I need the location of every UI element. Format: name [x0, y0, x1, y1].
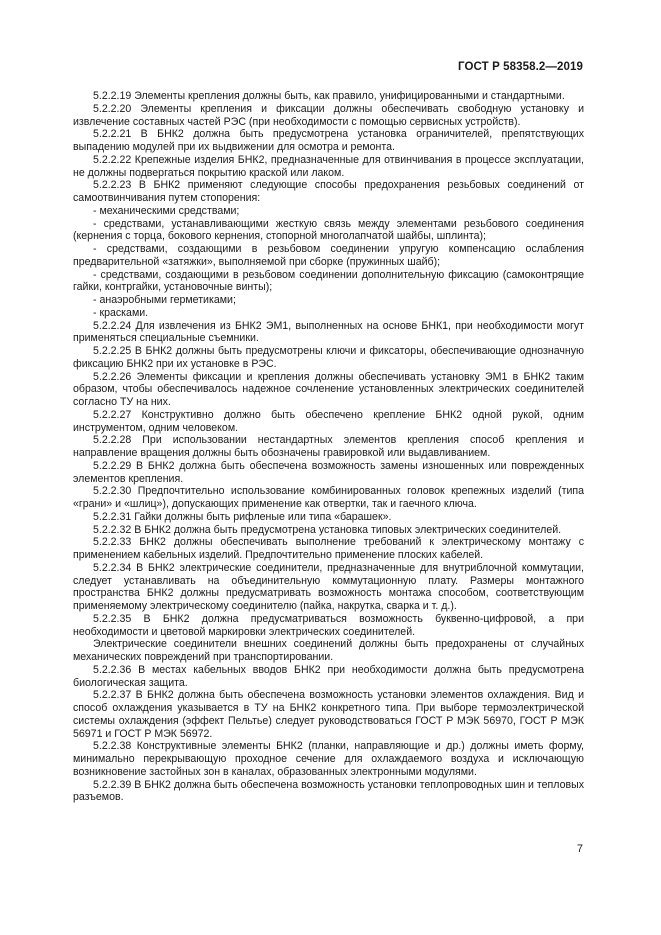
list-item: - средствами, создающими в резьбовом соединении дополнительную фиксацию (самоконтрящие гайки, контргайки, установочные винты);	[73, 268, 584, 294]
clause-5-2-2-19: 5.2.2.19 Элементы крепления должны быть, как правило, унифицированными и стандартными.	[93, 90, 565, 102]
clause-5-2-2-28: 5.2.2.28 При использовании нестандартных элементов крепления способ крепления и направление вращения должны быть обозначены гравировкой или выдавливанием.	[73, 434, 584, 459]
document-code: ГОСТ Р 58358.2—2019	[458, 61, 583, 73]
list-item: - механическими средствами;	[93, 204, 240, 217]
clause-5-2-2-36: 5.2.2.36 В местах кабельных вводов БНК2 при необходимости должна быть предусмотрена биологическая защита.	[73, 663, 584, 689]
clause-5-2-2-33: 5.2.2.33 БНК2 должны обеспечивать выполнение требований к электрическому монтажу с применением кабельных изделий. Предпочтительно применение плоских кабелей.	[73, 536, 584, 561]
clause-5-2-2-39: 5.2.2.39 В БНК2 должна быть обеспечена возможность установки теплопроводных шин и тепловых разъемов.	[73, 778, 584, 804]
clause-5-2-2-26: 5.2.2.26 Элементы фиксации и крепления должны обеспечивать установку ЭМ1 в БНК2 таким образом, чтобы обеспечивалось надежное сочленение установленных электрических соединителей согласно ТУ на них.	[73, 370, 584, 408]
list-item: - средствами, создающими в резьбовом соединении упругую компенсацию ослабления предварительной «затяжки», выполняемой при сборке (пружинных шайб);	[73, 243, 584, 268]
list-item: - красками.	[93, 306, 149, 319]
page-number: 7	[576, 843, 583, 855]
clause-5-2-2-34: 5.2.2.34 В БНК2 электрические соединители, предназначенные для внутриблочной коммутации, следует устанавливать на объединительную коммутационную плату. Размеры монтажного пространства БНК2 должны предусматривать возможность монтажа способом, соответствующим применяемому электрическому соединителю (пайка, накрутка, сварка и т. д.).	[73, 561, 584, 612]
clause-5-2-2-29: 5.2.2.29 В БНК2 должна быть обеспечена возможность замены изношенных или поврежденных элементов крепления.	[73, 459, 584, 485]
clause-5-2-2-24: 5.2.2.24 Для извлечения из БНК2 ЭМ1, выполненных на основе БНК1, при необходимости могут применяться специальные съемники.	[73, 319, 584, 345]
list-item: - средствами, устанавливающими жесткую связь между элементами резьбового соединения (кернения с торца, бокового кернения, стопорной многолапчатой шайбы, шплинта);	[73, 217, 584, 243]
clause-5-2-2-21: 5.2.2.21 В БНК2 должна быть предусмотрена установка ограничителей, препятствующих выпадению модулей при их выдвижении для осмотра и ремонта.	[73, 128, 584, 153]
clause-5-2-2-22: 5.2.2.22 Крепежные изделия БНК2, предназначенные для отвинчивания в процессе эксплуатации, не должны подвергаться покрытию краской или лаком.	[73, 153, 584, 179]
list-item: - анаэробными герметиками;	[93, 294, 236, 306]
clause-5-2-2-27: 5.2.2.27 Конструктивно должно быть обеспечено крепление БНК2 одной рукой, одним инструментом, одним человеком.	[73, 408, 584, 434]
document-body	[73, 90, 584, 804]
clause-5-2-2-25: 5.2.2.25 В БНК2 должны быть предусмотрены ключи и фиксаторы, обеспечивающие однозначную фиксацию БНК2 при их установке в РЭС.	[73, 345, 584, 370]
paragraph-external-connectors: Электрические соединители внешних соединений должны быть предохранены от случайных механических повреждений при транспортировании.	[73, 638, 584, 663]
clause-5-2-2-32: 5.2.2.32 В БНК2 должна быть предусмотрена установка типовых электрических соединителей.	[93, 523, 562, 536]
clause-5-2-2-37: 5.2.2.37 В БНК2 должна быть обеспечена возможность установки элементов охлаждения. Вид и способ охлаждения указывается в ТУ на БНК2 конкретного типа. При выборе термоэлектрической системы охлаждения (эффект Пельтье) следует руководствоваться ГОСТ Р МЭК 56970, ГОСТ Р МЭК 56971 и ГОСТ Р МЭК 56972.	[73, 689, 584, 740]
clause-5-2-2-30: 5.2.2.30 Предпочтительно использование комбинированных головок крепежных изделий (типа «грани» и «шлиц»), допускающих применение как отвертки, так и гаечного ключа.	[73, 485, 584, 510]
clause-5-2-2-35: 5.2.2.35 В БНК2 должна предусматриваться возможность буквенно-цифровой, а при необходимости и цветовой маркировки электрических соединителей.	[73, 612, 584, 638]
clause-5-2-2-38: 5.2.2.38 Конструктивные элементы БНК2 (планки, направляющие и др.) должны иметь форму, минимально перекрывающую проходное сечение для охлаждаемого воздуха и исключающую возникновение застойных зон в каналах, образованных электронными модулями.	[73, 740, 584, 778]
clause-5-2-2-20: 5.2.2.20 Элементы крепления и фиксации должны обеспечивать свободную установку и извлечение составных частей РЭС (при необходимости с помощью сервисных устройств).	[73, 102, 584, 128]
clause-5-2-2-31: 5.2.2.31 Гайки должны быть рифленые или типа «барашек».	[93, 510, 392, 523]
clause-5-2-2-23: 5.2.2.23 В БНК2 применяют следующие способы предохранения резьбовых соединений от самоотвинчивания путем стопорения:	[73, 179, 584, 204]
